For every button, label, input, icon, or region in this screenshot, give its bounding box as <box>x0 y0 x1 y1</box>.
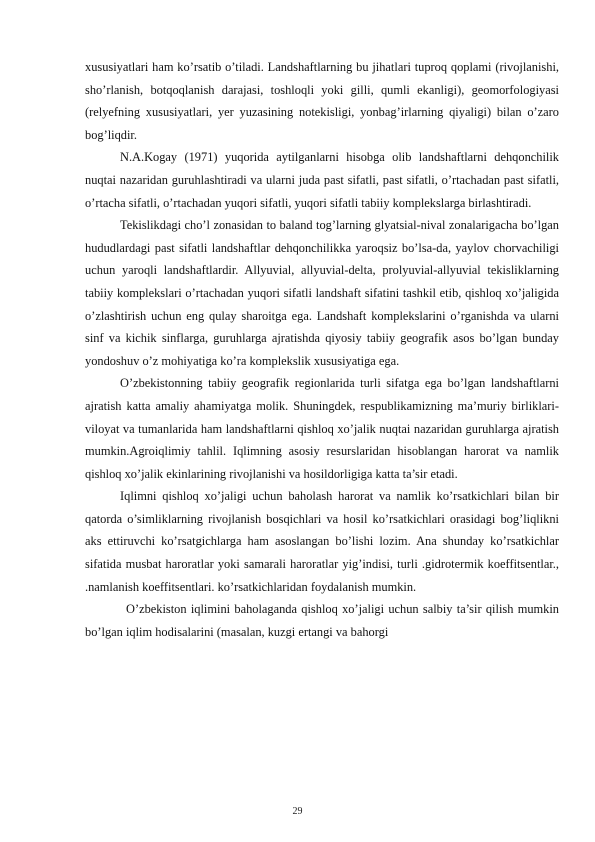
paragraph-regions: O’zbekistonning tabiiy geografik regionlarida turli sifatga ega bo’lgan landshaftlarni ajratish katta amaliy ahamiyatga molik. Shuningdek, respublikamizning ma’muriy birliklari-viloyat va tumanlarida ham landshaftlarni qishloq xo’jalik nuqtai nazaridan guruhlarga ajratish mumkin.Agroiqlimiy tahlil. Iqlimning asosiy resurslaridan hisoblangan harorat va namlik qishloq xo’jalik ekinlarining rivojlanishi va hosildorligiga katta ta’sir etadi. <box>85 376 559 481</box>
paragraph-kogay: N.A.Kogay (1971) yuqorida aytilganlarni hisobga olib landshaftlarni dehqonchilik nuqtai nazaridan guruhlashtiradi va ularni juda past sifatli, past sifatli, o’rtachadan past sifatli, o’rtacha sifatli, o’rtachadan yuqori sifatli, yuqori sifatli tabiiy komplekslarga birlashtiradi. <box>85 150 559 210</box>
paragraph-climate-assessment: Iqlimni qishloq xo’jaligi uchun baholash harorat va namlik ko’rsatkichlari bilan bir qatorda o’simliklarning rivojlanish bosqichlari va hosil ko’rsatkichlari orasidagi bog’liqlikni aks ettiruvchi ko’rsatgichlarga ham asoslangan bo’lishi lozim. Ana shunday ko’rsatkichlar sifatida musbat haroratlar yoki samarali haroratlar yig’indisi, turli .gidrotermik koeffitsentlar., .namlanish koeffitsentlari. ko’rsatkichlaridan foydalanish mumkin. <box>85 489 559 594</box>
paragraph-landscape-quality: Tekislikdagi cho’l zonasidan to baland tog’larning glyatsial-nival zonalarigacha bo’lgan hududlardagi past sifatli landshaftlar dehqonchilikka yaroqsiz bo’lsa-da, yaylov chorvachiligi uchun yaroqli landshaftlardir. Allyuvial, allyuvial-delta, prolyuvial-allyuvial tekisliklarning tabiiy komplekslari o’rtachadan yuqori sifatli landshaft sifatini tashkil etib, qishloq xo’jaligida o’zlashtirish uchun eng qulay sharoitga ega. Landshaft komplekslarini o’rganishda va ularni sinf va kichik sinflarga, guruhlarga ajratishda qiyosiy tabiiy geografik asos bo’lgan bunday yondoshuv o’z mohiyatiga ko’ra komplekslik xususiyatiga ega. <box>85 218 559 368</box>
paragraph-climate-hazards: O’zbekiston iqlimini baholaganda qishloq xo’jaligi uchun salbiy ta’sir qilish mumkin bo’lgan iqlim hodisalarini (masalan, kuzgi ertangi va bahorgi <box>85 602 559 639</box>
page-number: 29 <box>292 806 303 817</box>
paragraph-continuation: xususiyatlari ham ko’rsatib o’tiladi. Landshaftlarning bu jihatlari tuproq qoplami (rivojlanishi, sho’rlanish, botqoqlanish darajasi, toshloqli yoki gilli, qumli ekanligi), geomorfologiyasi (relyefning xususiyatlari, yer yuzasining notekisligi, yonbag’irlarning qiyaligi) bilan o’zaro bog’liqdir. <box>85 60 559 142</box>
document-page <box>85 56 559 643</box>
